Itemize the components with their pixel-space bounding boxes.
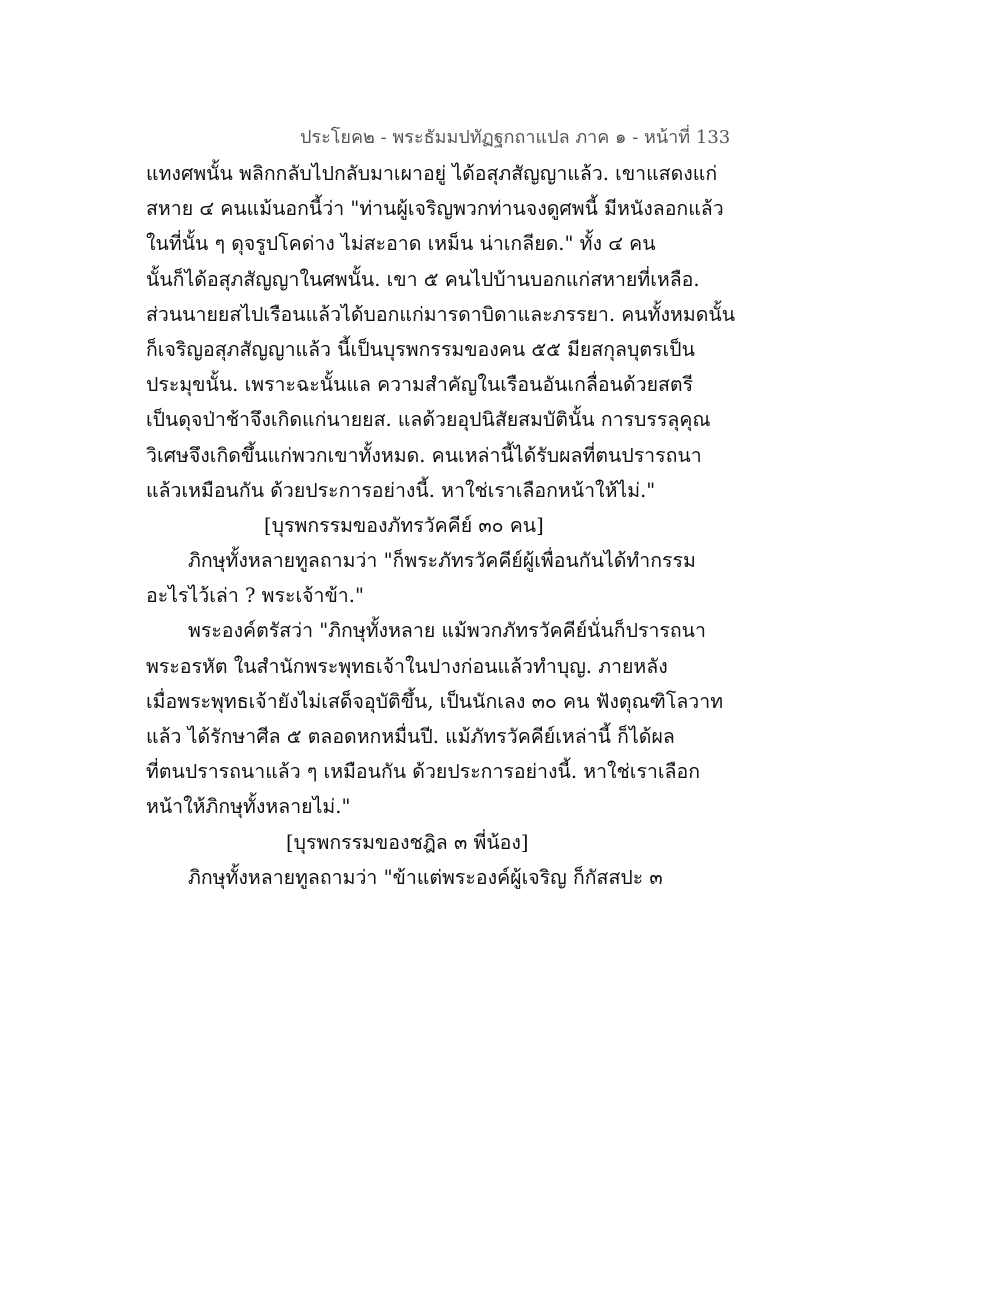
text-line: สหาย ๔ คนแม้นอกนี้ว่า "ท่านผู้เจริญพวกท่านจงดูศพนี้ มีหนังลอกแล้ว bbox=[146, 197, 724, 221]
text-line: แทงศพนั้น พลิกกลับไปกลับมาเผาอยู่ ได้อสุภสัญญาแล้ว. เขาแสดงแก่ bbox=[146, 162, 718, 185]
section-heading: [บุรพกรรมของชฎิล ๓ พี่น้อง] bbox=[286, 830, 529, 854]
text-line: แล้วเหมือนกัน ด้วยประการอย่างนี้. หาใช่เราเลือกหน้าให้ไม่." bbox=[146, 478, 656, 502]
text-line: ประมุขนั้น. เพราะฉะนั้นแล ความสำคัญในเรือนอันเกลื่อนด้วยสตรี bbox=[146, 373, 694, 397]
text-line: หน้าให้ภิกษุทั้งหลายไม่." bbox=[146, 795, 351, 819]
text-line: นั้นก็ได้อสุภสัญญาในศพนั้น. เขา ๕ คนไปบ้านบอกแก่สหายที่เหลือ. bbox=[146, 267, 700, 291]
text-line: พระอรหัต ในสำนักพระพุทธเจ้าในปางก่อนแล้วทำบุญ. ภายหลัง bbox=[146, 654, 668, 678]
text-line: อะไรไว้เล่า ? พระเจ้าข้า." bbox=[146, 584, 364, 608]
page-header: ประโยค๒ - พระธัมมปทัฏฐกถาแปล ภาค ๑ - หน้าที่ 133 bbox=[300, 127, 731, 148]
body-text bbox=[146, 156, 736, 895]
text-line: ส่วนนายยสไปเรือนแล้วได้บอกแก่มารดาบิดาและภรรยา. คนทั้งหมดนั้น bbox=[146, 302, 736, 326]
text-line: พระองค์ตรัสว่า "ภิกษุทั้งหลาย แม้พวกภัทรวัคคีย์นั่นก็ปรารถนา bbox=[188, 619, 706, 643]
text-line: ภิกษุทั้งหลายทูลถามว่า "ข้าแต่พระองค์ผู้เจริญ ก็กัสสปะ ๓ bbox=[188, 865, 663, 889]
text-line: เมื่อพระพุทธเจ้ายังไม่เสด็จอุบัติขึ้น, เป็นนักเลง ๓๐ คน ฟังตุณฑิโลวาท bbox=[146, 689, 724, 713]
text-line: ก็เจริญอสุภสัญญาแล้ว นี้เป็นบุรพกรรมของคน ๕๕ มียสกุลบุตรเป็น bbox=[146, 337, 695, 361]
text-line: ภิกษุทั้งหลายทูลถามว่า "ก็พระภัทรวัคคีย์ผู้เพื่อนกันได้ทำกรรม bbox=[188, 549, 696, 573]
section-heading: [บุรพกรรมของภัทรวัคคีย์ ๓๐ คน] bbox=[264, 513, 544, 537]
text-line: เป็นดุจป่าช้าจึงเกิดแก่นายยส. แลด้วยอุปนิสัยสมบัตินั้น การบรรลุคุณ bbox=[146, 408, 711, 432]
text-line: วิเศษจึงเกิดขึ้นแก่พวกเขาทั้งหมด. คนเหล่านี้ได้รับผลที่ตนปรารถนา bbox=[146, 443, 702, 467]
text-line: แล้ว ได้รักษาศีล ๕ ตลอดหกหมื่นปี. แม้ภัทรวัคคีย์เหล่านี้ ก็ได้ผล bbox=[146, 725, 675, 748]
text-line: ที่ตนปรารถนาแล้ว ๆ เหมือนกัน ด้วยประการอย่างนี้. หาใช่เราเลือก bbox=[146, 760, 701, 784]
text-line: ในที่นั้น ๆ ดุจรูปโคด่าง ไม่สะอาด เหม็น น่าเกลียด." ทั้ง ๔ คน bbox=[146, 232, 656, 256]
